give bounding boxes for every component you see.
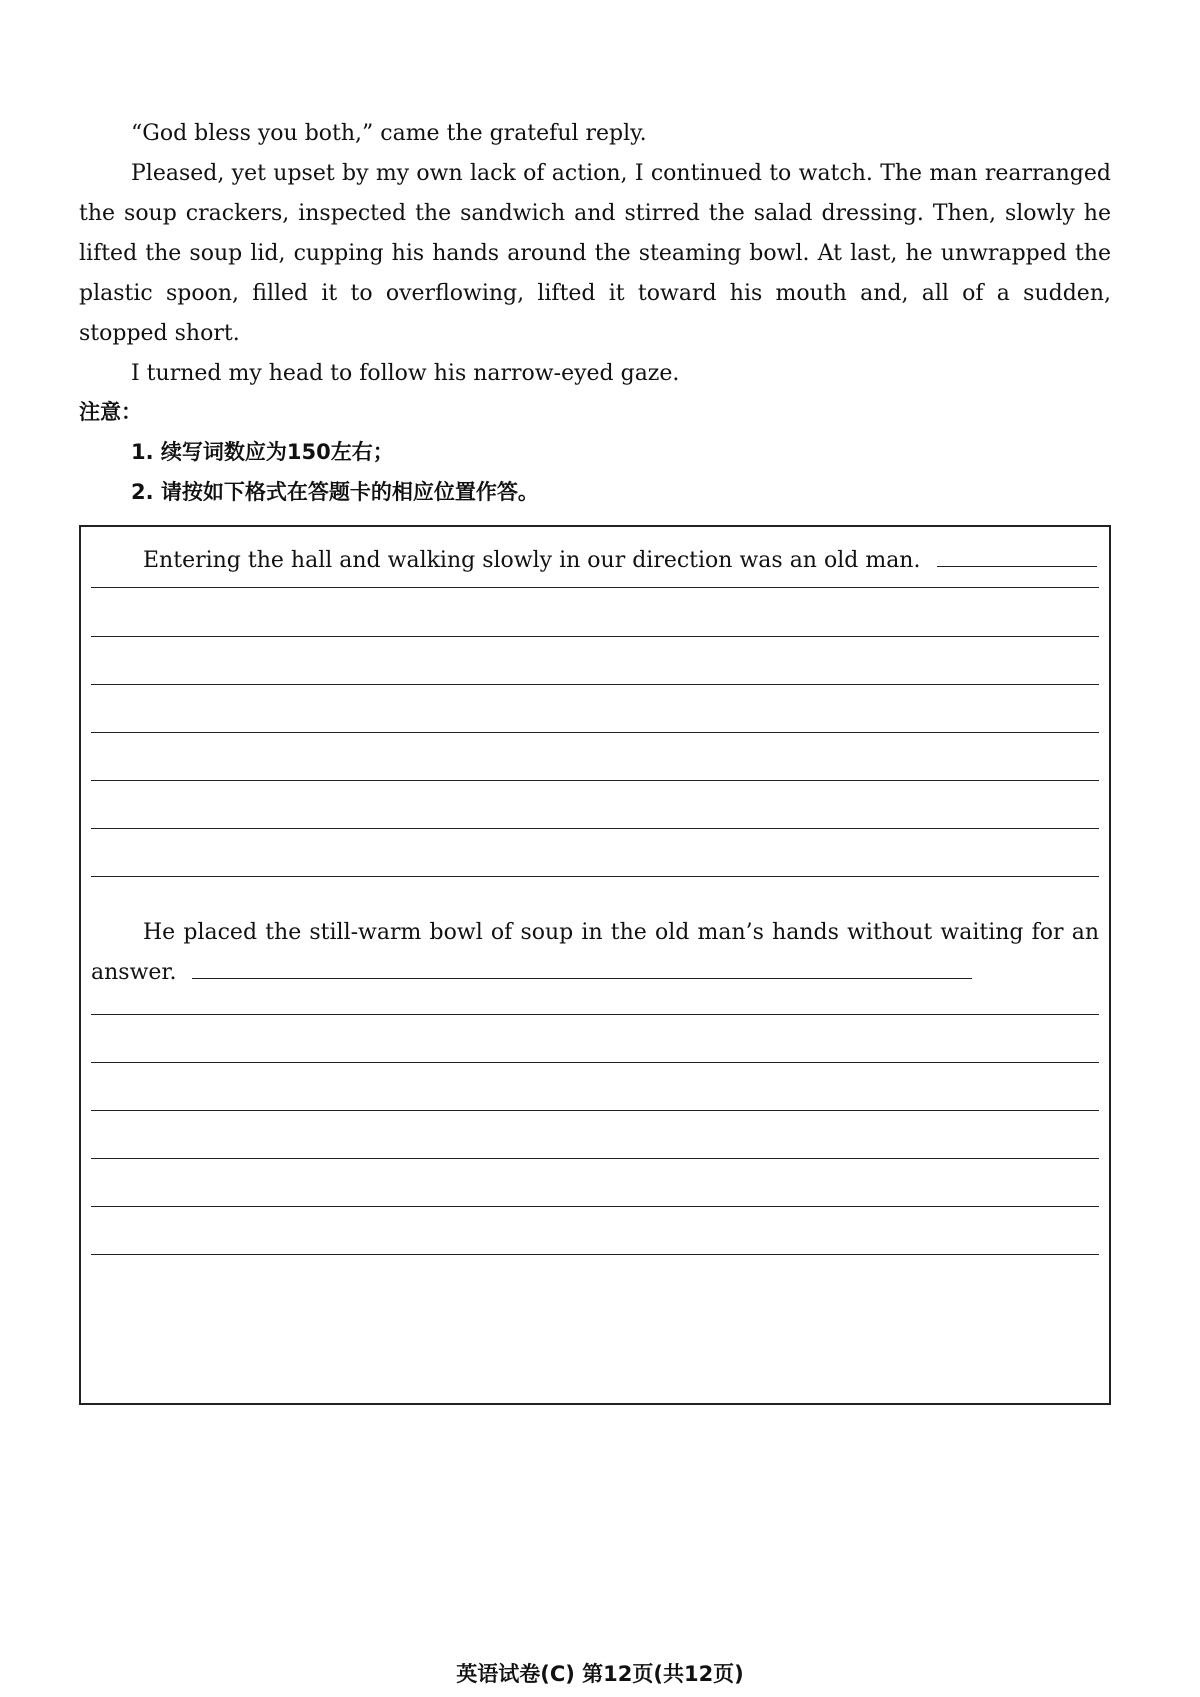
writing-line[interactable] — [91, 780, 1099, 781]
notes-heading: 注意： — [79, 400, 142, 424]
instructions-notes — [79, 392, 1111, 512]
writing-line[interactable] — [91, 828, 1099, 829]
writing-line[interactable] — [91, 732, 1099, 733]
paragraph1-prompt — [91, 541, 1099, 581]
passage-paragraph: “God bless you both,” came the grateful reply. — [131, 121, 647, 146]
answer-blank[interactable] — [192, 958, 972, 979]
page-footer: 英语试卷(C) 第12页(共12页) — [456, 1662, 744, 1686]
writing-line[interactable] — [91, 876, 1099, 877]
answer-blank[interactable] — [937, 546, 1097, 567]
writing-line[interactable] — [91, 1110, 1099, 1111]
paragraph2-start-text: He placed the still-warm bowl of soup in the old man’s hands without waiting for an answer. — [91, 920, 1099, 985]
passage-paragraph: I turned my head to follow his narrow-eyed gaze. — [131, 361, 680, 386]
writing-line[interactable] — [91, 684, 1099, 685]
writing-line[interactable] — [91, 1062, 1099, 1063]
paragraph2-prompt — [91, 913, 1099, 993]
answer-box — [79, 525, 1111, 1405]
writing-line[interactable] — [91, 1254, 1099, 1255]
writing-line[interactable] — [91, 1014, 1099, 1015]
writing-line[interactable] — [91, 1158, 1099, 1159]
writing-line[interactable] — [91, 636, 1099, 637]
writing-line[interactable] — [91, 1206, 1099, 1207]
notes-item-format: 2. 请按如下格式在答题卡的相应位置作答。 — [131, 480, 539, 504]
paragraph1-start-text: Entering the hall and walking slowly in our direction was an old man. — [143, 548, 921, 573]
writing-line[interactable] — [91, 587, 1099, 588]
notes-item-word-count: 1. 续写词数应为150左右； — [131, 440, 394, 464]
story-passage — [79, 114, 1111, 394]
passage-paragraph: Pleased, yet upset by my own lack of action, I continued to watch. The man rearranged the soup crackers, inspected the sandwich and stirred the salad dressing. Then, slowly he lifted the soup lid, cupping his hands around the steaming bowl. At last, he unwrapped the plastic spoon, filled it to overflowing, lifted it toward his mouth and, all of a sudden, stopped short. — [79, 161, 1111, 346]
